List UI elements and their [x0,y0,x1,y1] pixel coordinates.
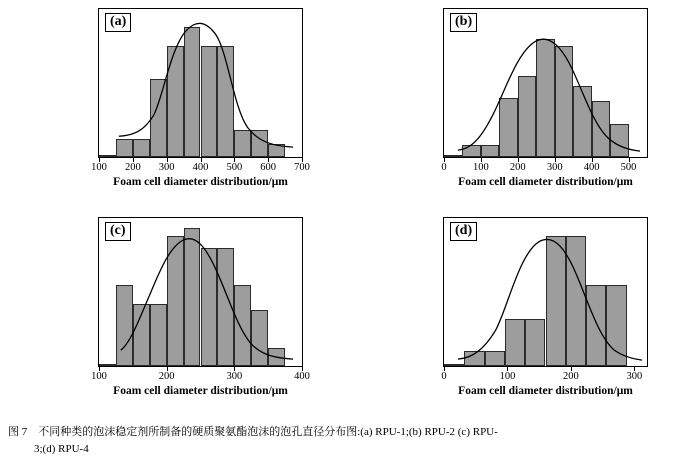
bar [444,364,464,366]
bar [610,124,628,157]
figure-caption [8,424,682,458]
x-tick-label: 400 [583,162,600,173]
bar [234,130,251,157]
x-tick-label: 200 [509,162,526,173]
bar [573,86,591,157]
bar [217,46,234,157]
bar [499,98,517,157]
x-axis-title-d: Foam cell diameter distribution/μm [458,385,633,397]
x-tick-label: 100 [499,371,516,382]
x-tick-label: 400 [192,162,209,173]
x-tick-label: 0 [441,162,447,173]
chart-panel-a [0,0,345,209]
bar [592,101,610,157]
plot-area-d [441,217,648,382]
bar [116,139,133,157]
x-axis-title-c: Foam cell diameter distribution/μm [113,385,288,397]
bar [444,155,462,157]
bar [606,285,626,366]
x-tick-label: 200 [563,371,579,382]
bar [150,304,167,366]
x-tick-label: 200 [124,162,141,173]
bar [167,46,184,157]
bar [464,351,484,366]
x-tick-label: 100 [91,162,107,173]
x-tick-label: 300 [226,371,243,382]
x-axis-title-a: Foam cell diameter distribution/μm [113,176,288,188]
panel-label-a: (a) [105,13,131,32]
x-tick-label: 300 [626,371,643,382]
bar [485,351,505,366]
bar [251,310,268,366]
bar [536,39,554,157]
caption-line-2: 3;(d) RPU-4 [34,443,89,456]
plot-area-b [441,8,648,173]
x-tick-label: 500 [620,162,637,173]
bar [150,79,167,157]
chart-panel-c [0,209,345,418]
bar [99,155,116,157]
bar [234,285,251,366]
panel-label-c: (c) [105,222,131,241]
x-tick-label: 300 [546,162,563,173]
x-tick-label: 600 [260,162,277,173]
bar [133,304,150,366]
panel-label-d: (d) [450,222,477,241]
x-tick-label: 500 [226,162,243,173]
bar [566,236,586,366]
bar [462,145,480,157]
plot-area-a [91,8,310,173]
bars-a [99,9,302,157]
x-tick-label: 700 [294,162,310,173]
bar [116,285,133,366]
bar [555,46,573,157]
bar [251,130,268,157]
bar [184,27,201,157]
bar [167,236,184,366]
bars-b [444,9,647,157]
bar [133,139,150,157]
bar [268,348,285,366]
x-tick-label: 400 [294,371,310,382]
chart-panel-d [345,209,690,418]
x-tick-label: 0 [441,371,447,382]
x-tick-label: 100 [91,371,107,382]
bar [201,248,218,366]
bar [268,144,285,157]
bar [546,236,566,366]
bar [525,319,545,366]
panel-label-b: (b) [450,13,477,32]
bars-d [444,218,647,366]
bar [505,319,525,366]
bar [586,285,606,366]
bar [217,248,234,366]
x-tick-label: 100 [473,162,489,173]
bar [481,145,499,157]
x-axis-title-b: Foam cell diameter distribution/μm [458,176,633,188]
x-tick-label: 200 [158,371,175,382]
bar [201,46,218,157]
plot-area-c [91,217,310,382]
bars-c [99,218,302,366]
caption-line-1: 图 7 不同种类的泡沫稳定剂所制备的硬质聚氨酯泡沫的泡孔直径分布图:(a) RPU-1;(b) RPU-2 (c) RPU- [8,426,498,438]
chart-panel-b [345,0,690,209]
bar [518,76,536,157]
bar [184,228,201,366]
x-tick-label: 300 [158,162,175,173]
bar [99,364,116,366]
